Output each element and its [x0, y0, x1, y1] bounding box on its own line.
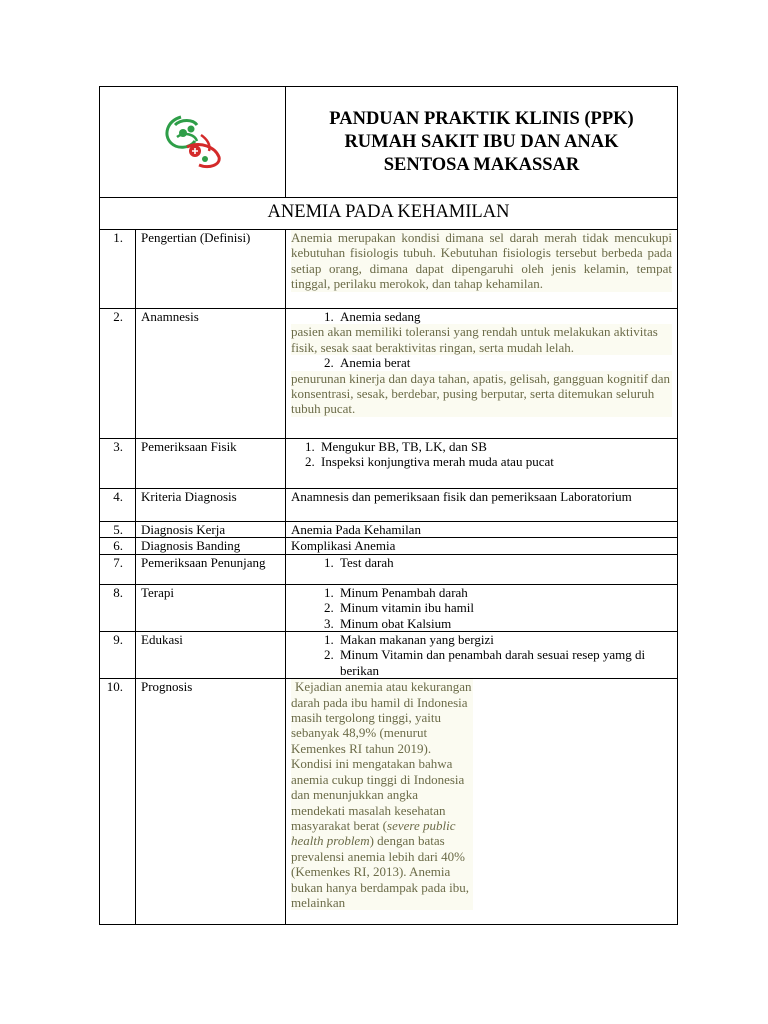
education-list: [291, 632, 672, 678]
table-row: [100, 309, 678, 439]
prognosis-text-part-b: ) dengan batas prevalensi anemia lebih dari 40% (Kemenkes RI, 2013). Anemia bukan hanya berdampak pada ibu, melainkan: [291, 833, 469, 910]
prognosis-text-italic: severe public health problem: [291, 817, 456, 849]
list-item: 2. Minum vitamin ibu hamil: [337, 600, 672, 615]
physical-exam-list: [291, 439, 672, 470]
row-content: [286, 584, 678, 631]
row-number: 8.: [100, 584, 136, 631]
document-subtitle: ANEMIA PADA KEHAMILAN: [100, 198, 678, 230]
table-row: [100, 489, 678, 522]
row-number: 7.: [100, 554, 136, 584]
list-item: 2. Minum Vitamin dan penambah darah sesuai resep yamg di berikan: [337, 647, 672, 678]
anamnesis-text-1: pasien akan memiliki toleransi yang rendah untuk melakukan aktivitas fisik, sesak saat beraktivitas ringan, serta mudah lelah.: [291, 324, 672, 355]
list-item: 3. Minum obat Kalsium: [337, 616, 672, 631]
table-row: [100, 679, 678, 925]
list-item: 1. Anemia sedang: [337, 309, 672, 324]
row-number: 3.: [100, 439, 136, 489]
row-label: Pemeriksaan Fisik: [136, 439, 286, 489]
row-label: Diagnosis Banding: [136, 538, 286, 554]
row-label: Anamnesis: [136, 309, 286, 439]
anamnesis-list-1: [291, 309, 672, 324]
supporting-exam-list: [291, 555, 672, 570]
row-label: Kriteria Diagnosis: [136, 489, 286, 522]
ppk-document: [99, 86, 677, 925]
table-row: [100, 439, 678, 489]
table-row: [100, 538, 678, 554]
prognosis-text: [291, 679, 473, 910]
definition-text: Anemia merupakan kondisi dimana sel darah merah tidak mencukupi kebutuhan fisiologis tubuh. Kebutuhan fisiologis tersebut berbeda pada setiap orang, dimana dapat dipengaruhi oleh jenis kelamin, tempat tinggal, perilaku merokok, dan tahap kehamilan.: [291, 230, 672, 292]
title-line-3: SENTOSA MAKASSAR: [383, 154, 580, 175]
row-content: [286, 679, 678, 925]
row-content: Anemia Pada Kehamilan: [286, 522, 678, 538]
row-content: [286, 632, 678, 679]
list-item: 1. Makan makanan yang bergizi: [337, 632, 672, 647]
prognosis-text-part-a: Kejadian anemia atau kekurangan darah pada ibu hamil di Indonesia masih tergolong tinggi, yaitu sebanyak 48,9% (menurut Kemenkes RI tahun 2019). Kondisi ini mengatakan bahwa anemia cukup tinggi di Indonesia dan menunjukkan angka mendekati masalah kesehatan masyarakat berat (: [291, 679, 472, 833]
row-number: 1.: [100, 230, 136, 309]
row-number: 9.: [100, 632, 136, 679]
table-row: [100, 632, 678, 679]
row-number: 6.: [100, 538, 136, 554]
row-content: Komplikasi Anemia: [286, 538, 678, 554]
subtitle-row: [100, 198, 678, 230]
row-content: Anamnesis dan pemeriksaan fisik dan pemeriksaan Laboratorium: [286, 489, 678, 522]
hospital-logo-icon: [161, 111, 225, 169]
list-item: 2. Anemia berat: [337, 355, 672, 370]
row-label: Prognosis: [136, 679, 286, 925]
list-item: 1. Minum Penambah darah: [337, 585, 672, 600]
title-line-2: RUMAH SAKIT IBU DAN ANAK: [344, 131, 619, 152]
title-line-1: PANDUAN PRAKTIK KLINIS (PPK): [329, 108, 634, 129]
table-row: [100, 554, 678, 584]
row-number: 10.: [100, 679, 136, 925]
anamnesis-list-2: [291, 355, 672, 370]
row-label: Terapi: [136, 584, 286, 631]
row-label: Pemeriksaan Penunjang: [136, 554, 286, 584]
row-content: [286, 554, 678, 584]
anamnesis-text-2: penurunan kinerja dan daya tahan, apatis, gelisah, gangguan kognitif dan konsentrasi, sesak, berdebar, pusing berputar, serta ditemukan seluruh tubuh pucat.: [291, 370, 671, 417]
ppk-table: [99, 86, 678, 925]
row-number: 2.: [100, 309, 136, 439]
table-row: [100, 230, 678, 309]
row-number: 4.: [100, 489, 136, 522]
row-content: [286, 309, 678, 439]
logo-cell: [100, 87, 286, 198]
therapy-list: [291, 585, 672, 631]
table-row: [100, 522, 678, 538]
list-item: 1. Mengukur BB, TB, LK, dan SB: [318, 439, 672, 454]
list-item: 2. Inspeksi konjungtiva merah muda atau pucat: [318, 454, 672, 469]
row-label: Edukasi: [136, 632, 286, 679]
row-label: Diagnosis Kerja: [136, 522, 286, 538]
table-row: [100, 584, 678, 631]
document-title: [286, 87, 678, 198]
row-content: [286, 439, 678, 489]
row-number: 5.: [100, 522, 136, 538]
row-content: [286, 230, 678, 309]
document-header: [100, 87, 678, 198]
row-label: Pengertian (Definisi): [136, 230, 286, 309]
list-item: 1. Test darah: [337, 555, 672, 570]
